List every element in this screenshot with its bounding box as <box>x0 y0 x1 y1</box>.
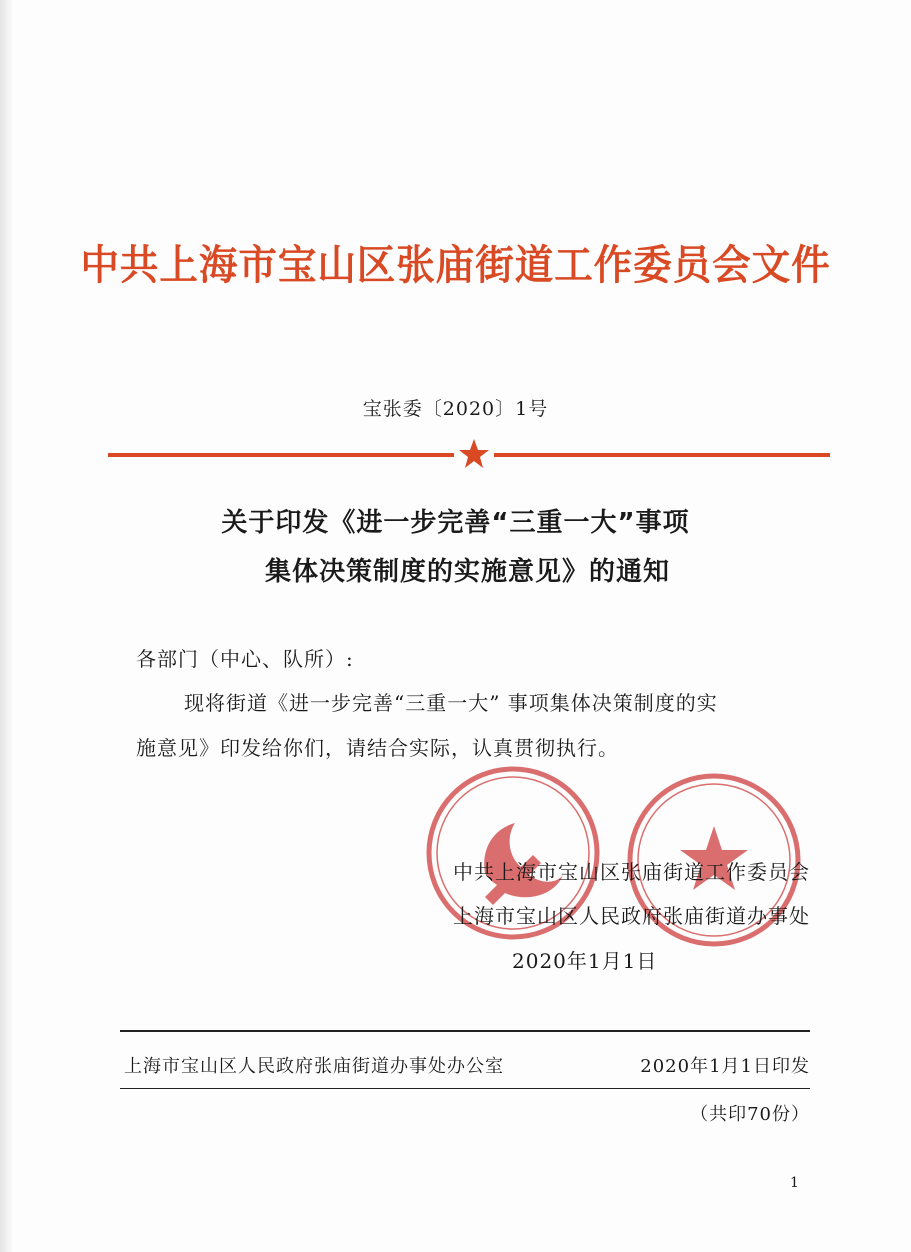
star-shape <box>459 439 489 468</box>
document-number: 宝张委〔2020〕1号 <box>362 398 549 420</box>
body-paragraph-line-1: 现将街道《进一步完善“三重一大” 事项集体决策制度的实 <box>184 691 718 715</box>
document-masthead: 中共上海市宝山区张庙街道工作委员会文件 <box>80 241 831 289</box>
red-divider-left <box>108 453 454 457</box>
page-shadow-edge <box>0 0 12 1252</box>
footer-print-date: 2020年1月1日印发 <box>640 1056 810 1077</box>
salutation: 各部门（中心、队所）: <box>136 647 354 671</box>
notice-title-line-1: 关于印发《进一步完善“三重一大”事项 <box>221 508 690 538</box>
footer-top-rule <box>120 1030 810 1032</box>
signing-org-government-office: 上海市宝山区人民政府张庙街道办事处 <box>453 904 810 928</box>
signing-org-party-committee: 中共上海市宝山区张庙街道工作委员会 <box>453 860 810 884</box>
print-copies-count: （共印70份） <box>690 1104 810 1125</box>
signing-date: 2020年1月1日 <box>512 949 658 973</box>
footer-issuing-office: 上海市宝山区人民政府张庙街道办事处办公室 <box>124 1056 504 1077</box>
page-number: 1 <box>790 1175 799 1191</box>
footer-bottom-rule <box>120 1088 810 1089</box>
red-divider-right <box>494 453 830 457</box>
notice-title-line-2: 集体决策制度的实施意见》的通知 <box>264 557 670 587</box>
star-icon <box>457 437 491 471</box>
body-paragraph-line-2: 施意见》印发给你们，请结合实际，认真贯彻执行。 <box>136 736 619 760</box>
